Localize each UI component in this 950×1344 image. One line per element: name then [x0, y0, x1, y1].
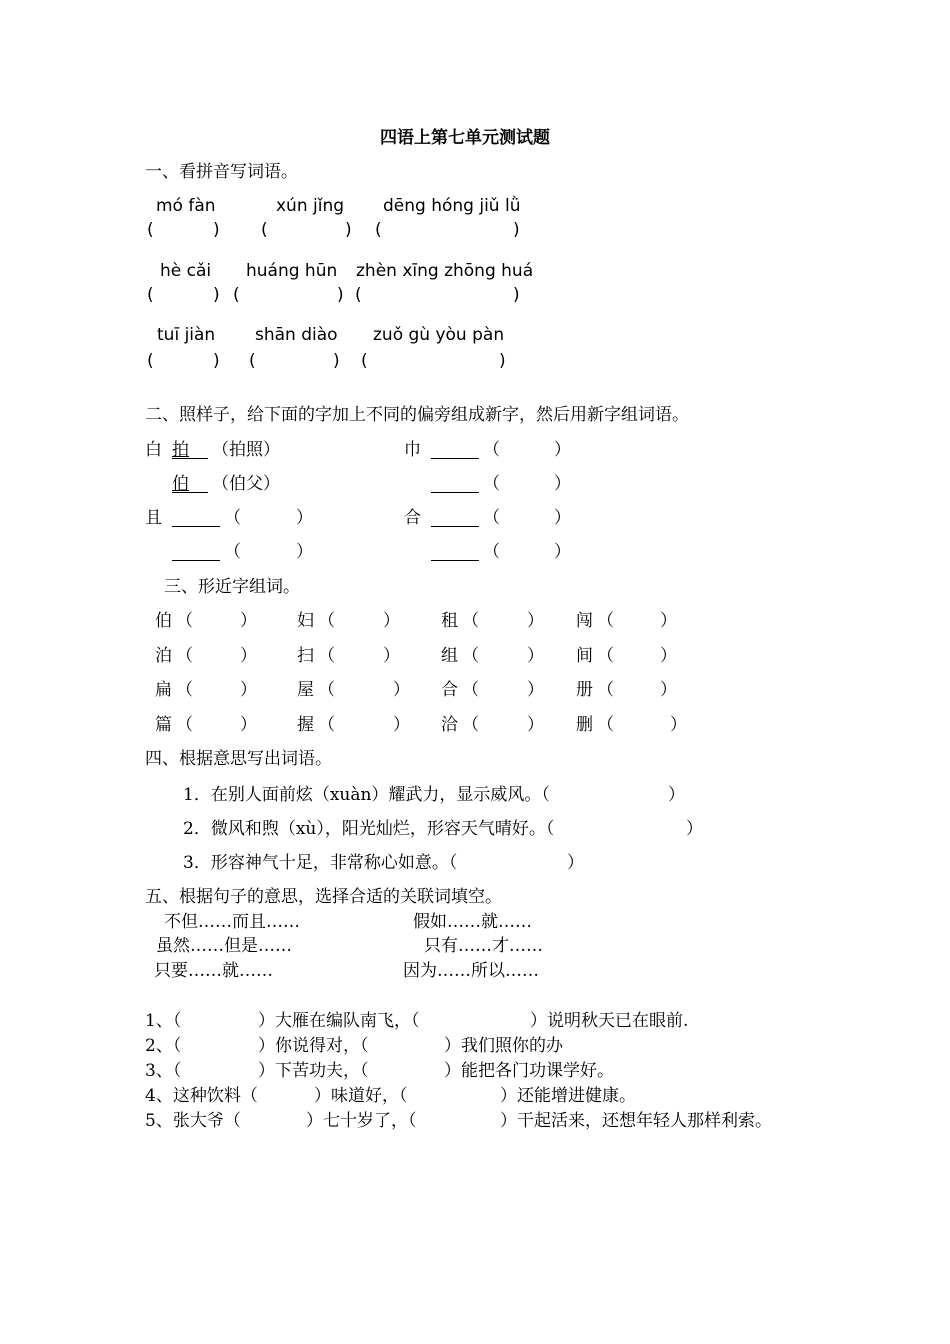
paren: （ — [483, 440, 500, 460]
question-2: 2、（ — [145, 1036, 182, 1056]
paren: （ — [318, 611, 335, 631]
grid-char: 册 — [576, 680, 593, 700]
example-char: 拍 — [172, 440, 189, 460]
grid-char: 合 — [441, 680, 458, 700]
definition-item: 1．在别人面前炫（xuàn）耀武力，显示威风。（ — [183, 785, 550, 805]
paren: ） — [393, 680, 410, 700]
paren: （ — [224, 542, 241, 562]
base-char: 白 — [145, 440, 162, 460]
paren: ） — [296, 508, 313, 528]
connective-option: 虽然……但是…… — [156, 936, 292, 956]
grid-char: 篇 — [155, 715, 172, 735]
section-3-heading: 三、形近字组词。 — [164, 577, 300, 597]
grid-char: 组 — [441, 646, 458, 666]
paren: ） — [668, 785, 685, 805]
paren: ） — [554, 508, 571, 528]
paren: （ — [483, 542, 500, 562]
paren: （ — [462, 680, 479, 700]
paren: （ — [597, 715, 614, 735]
connective-option: 假如……就…… — [413, 912, 532, 932]
question-4: ）味道好，（ — [314, 1086, 408, 1106]
example-word: （伯父） — [212, 474, 280, 494]
answer-bracket: ) — [499, 351, 506, 371]
paren: （ — [462, 611, 479, 631]
grid-char: 妇 — [297, 611, 314, 631]
paren: ） — [240, 715, 257, 735]
pinyin: tuī jiàn — [157, 325, 216, 345]
answer-bracket: ) — [213, 285, 220, 305]
pinyin: shān diào — [255, 325, 338, 345]
definition-item: 2．微风和煦（xù），阳光灿烂，形容天气晴好。（ — [183, 819, 555, 839]
answer-bracket: ( — [147, 220, 154, 240]
example-underline — [172, 458, 208, 459]
pinyin: mó fàn — [156, 196, 216, 216]
question-5: 5、张大爷（ — [145, 1111, 241, 1131]
paren: ） — [554, 440, 571, 460]
answer-bracket: ) — [213, 351, 220, 371]
pinyin: xún jǐng — [276, 196, 345, 216]
paren: ） — [527, 715, 544, 735]
answer-bracket: ) — [333, 351, 340, 371]
question-3: ）下苦功夫，（ — [258, 1061, 369, 1081]
connective-option: 因为……所以…… — [403, 961, 539, 981]
paren: ） — [554, 474, 571, 494]
paren: ） — [527, 611, 544, 631]
paren: ） — [670, 715, 687, 735]
answer-bracket: ( — [361, 351, 368, 371]
grid-char: 间 — [576, 646, 593, 666]
question-2: ）我们照你的办 — [444, 1036, 563, 1056]
paren: （ — [176, 680, 193, 700]
example-char: 伯 — [172, 474, 189, 494]
answer-bracket: ( — [261, 220, 268, 240]
grid-char: 扁 — [155, 680, 172, 700]
grid-char: 洽 — [441, 715, 458, 735]
paren: ） — [393, 715, 410, 735]
paren: ） — [686, 819, 703, 839]
paren: ） — [660, 680, 677, 700]
question-3: ）能把各门功课学好。 — [444, 1061, 614, 1081]
paren: （ — [597, 680, 614, 700]
paren: （ — [597, 611, 614, 631]
grid-char: 租 — [441, 611, 458, 631]
question-1: ）说明秋天已在眼前. — [530, 1011, 689, 1031]
question-3: 3、（ — [145, 1061, 182, 1081]
pinyin: zhèn xīng zhōng huá — [356, 261, 534, 281]
paren: ） — [296, 542, 313, 562]
paren: ） — [240, 646, 257, 666]
section-2-heading: 二、照样子，给下面的字加上不同的偏旁组成新字，然后用新字组词语。 — [145, 405, 689, 425]
paren: （ — [224, 508, 241, 528]
paren: （ — [176, 715, 193, 735]
paren: （ — [462, 715, 479, 735]
paren: （ — [483, 474, 500, 494]
answer-bracket: ( — [147, 351, 154, 371]
grid-char: 伯 — [155, 611, 172, 631]
connective-option: 不但……而且…… — [164, 912, 300, 932]
grid-char: 泊 — [155, 646, 172, 666]
grid-char: 握 — [297, 715, 314, 735]
question-5: ）干起活来，还想年轻人那样利索。 — [500, 1111, 772, 1131]
question-1: 1、（ — [145, 1011, 182, 1031]
base-char: 巾 — [404, 440, 421, 460]
answer-bracket: ) — [513, 220, 520, 240]
example-underline — [172, 492, 208, 493]
definition-item: 3．形容神气十足，非常称心如意。（ — [183, 853, 458, 873]
paren: （ — [462, 646, 479, 666]
question-2: ）你说得对，（ — [258, 1036, 369, 1056]
paren: （ — [483, 508, 500, 528]
paren: ） — [527, 680, 544, 700]
section-4-heading: 四、根据意思写出词语。 — [145, 749, 332, 769]
paren: ） — [567, 853, 584, 873]
paren: （ — [176, 611, 193, 631]
base-char: 合 — [404, 508, 421, 528]
question-4: ）还能增进健康。 — [500, 1086, 636, 1106]
paren: ） — [240, 611, 257, 631]
paren: ） — [554, 542, 571, 562]
paren: （ — [318, 680, 335, 700]
base-char: 且 — [145, 508, 162, 528]
answer-bracket: ( — [249, 351, 256, 371]
connective-option: 只有……才…… — [424, 936, 543, 956]
paren: ） — [660, 611, 677, 631]
answer-bracket: ) — [345, 220, 352, 240]
answer-blank — [172, 560, 220, 561]
paren: ） — [527, 646, 544, 666]
answer-bracket: ) — [513, 285, 520, 305]
paren: ） — [660, 646, 677, 666]
answer-bracket: ( — [355, 285, 362, 305]
question-5: ）七十岁了，（ — [306, 1111, 417, 1131]
paren: （ — [176, 646, 193, 666]
answer-blank — [431, 560, 479, 561]
section-1-heading: 一、看拼音写词语。 — [145, 162, 298, 182]
pinyin: hè cǎi — [160, 261, 212, 281]
answer-bracket: ( — [147, 285, 154, 305]
answer-bracket: ( — [375, 220, 382, 240]
paren: ） — [383, 646, 400, 666]
answer-bracket: ) — [213, 220, 220, 240]
grid-char: 扫 — [297, 646, 314, 666]
paren: ） — [383, 611, 400, 631]
question-1: ）大雁在编队南飞，（ — [258, 1011, 420, 1031]
answer-blank — [431, 458, 479, 459]
example-word: （拍照） — [212, 440, 280, 460]
pinyin: dēng hóng jiǔ lǜ — [383, 196, 521, 216]
section-5-heading: 五、根据句子的意思，选择合适的关联词填空。 — [145, 887, 502, 907]
answer-bracket: ) — [337, 285, 344, 305]
answer-blank — [172, 526, 220, 527]
paren: ） — [240, 680, 257, 700]
answer-blank — [431, 526, 479, 527]
grid-char: 删 — [576, 715, 593, 735]
page-title: 四语上第七单元测试题 — [380, 128, 550, 148]
connective-option: 只要……就…… — [154, 961, 273, 981]
grid-char: 闯 — [576, 611, 593, 631]
answer-blank — [431, 492, 479, 493]
paren: （ — [318, 646, 335, 666]
paren: （ — [318, 715, 335, 735]
paren: （ — [597, 646, 614, 666]
pinyin: zuǒ gù yòu pàn — [373, 325, 505, 345]
question-4: 4、这种饮料（ — [145, 1086, 258, 1106]
grid-char: 屋 — [297, 680, 314, 700]
pinyin: huáng hūn — [246, 261, 338, 281]
answer-bracket: ( — [233, 285, 240, 305]
